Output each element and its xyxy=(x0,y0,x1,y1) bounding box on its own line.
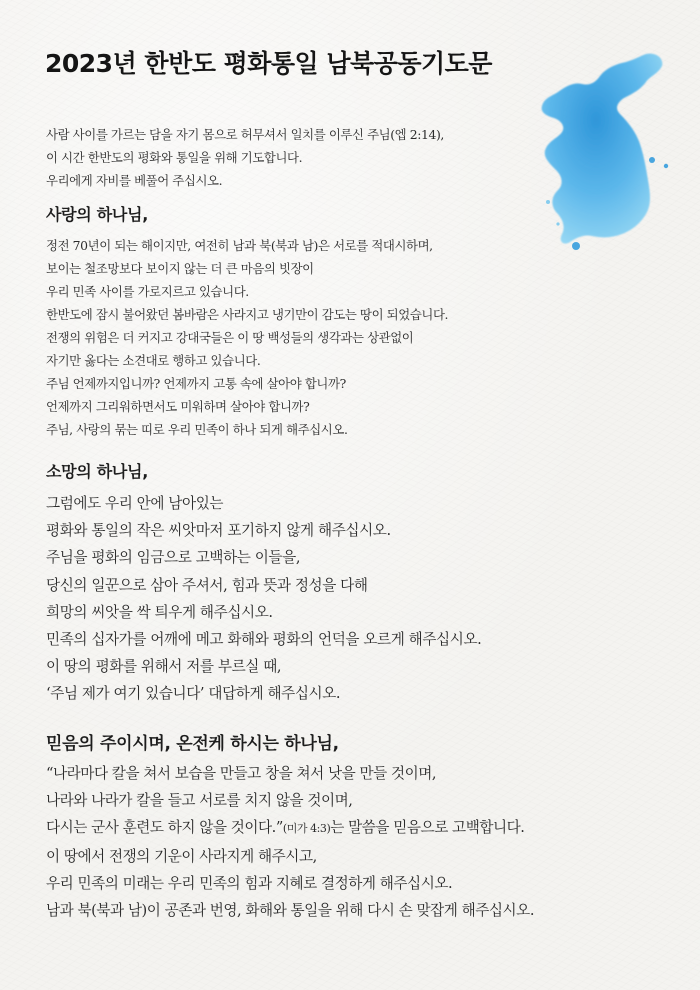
text-line: 주님을 평화의 임금으로 고백하는 이들을, xyxy=(46,549,301,567)
text-line: 전쟁의 위험은 더 커지고 강대국들은 이 땅 백성들의 생각과는 상관없이 xyxy=(46,330,414,345)
section-heading-love: 사랑의 하나님, xyxy=(46,205,148,224)
quote-after: 는 말씀을 믿음으로 고백합니다. xyxy=(330,819,525,837)
text-line: 보이는 철조망보다 보이지 않는 더 큰 마음의 빗장이 xyxy=(46,261,314,276)
text-line: 이 땅에서 전쟁의 기운이 사라지게 해주시고, xyxy=(46,847,317,865)
text-line: 그럼에도 우리 안에 남아있는 xyxy=(46,495,224,512)
section-body-hope xyxy=(46,490,481,708)
text-line-with-reference xyxy=(46,814,534,842)
section-heading-hope: 소망의 하나님, xyxy=(46,462,148,481)
text-line: 나라와 나라가 칼을 들고 서로를 치지 않을 것이며, xyxy=(46,792,353,810)
text-line: 남과 북(북과 남)이 공존과 번영, 화해와 통일을 위해 다시 손 맞잡게 해주십시오. xyxy=(46,902,535,920)
island-dot xyxy=(572,242,580,250)
section-heading-faith: 믿음의 주이시며, 온전케 하시는 하나님, xyxy=(46,734,339,754)
island-dot xyxy=(664,164,668,168)
island-dot xyxy=(556,222,559,225)
text-line: 주님 언제까지입니까? 언제까지 고통 속에 살아야 합니까? xyxy=(46,376,346,391)
scripture-reference: (미가 4:3) xyxy=(282,822,331,836)
peninsula-shape xyxy=(542,54,663,244)
island-dot xyxy=(649,157,655,163)
text-line: 우리 민족 사이를 가로지르고 있습니다. xyxy=(46,284,249,299)
korean-peninsula-map-icon xyxy=(528,52,678,252)
text-line: 이 땅의 평화를 위해서 저를 부르실 때, xyxy=(46,658,282,676)
text-line: 이 시간 한반도의 평화와 통일을 위해 기도합니다. xyxy=(46,150,303,165)
quote-end: 다시는 군사 훈련도 하지 않을 것이다.” xyxy=(46,819,283,837)
text-line: 우리 민족의 미래는 우리 민족의 힘과 지혜로 결정하게 해주십시오. xyxy=(46,874,453,892)
text-line: 정전 70년이 되는 해이지만, 여전히 남과 북(북과 남)은 서로를 적대시하며, xyxy=(46,238,433,253)
text-line: ‘주님 제가 여기 있습니다’ 대답하게 해주십시오. xyxy=(46,685,341,703)
text-line: 우리에게 자비를 베풀어 주십시오. xyxy=(46,173,223,188)
text-line: 민족의 십자가를 어깨에 메고 화해와 평화의 언덕을 오르게 해주십시오. xyxy=(46,631,482,649)
text-line: 당신의 일꾼으로 삼아 주셔서, 힘과 뜻과 정성을 다해 xyxy=(46,576,368,594)
page-title: 2023년 한반도 평화통일 남북공동기도문 xyxy=(45,49,492,78)
text-line: 사람 사이를 가르는 담을 자기 몸으로 허무셔서 일치를 이루신 주님(엡 2:14), xyxy=(46,127,444,142)
text-line: 언제까지 그리워하면서도 미워하며 살아야 합니까? xyxy=(46,399,310,414)
section-body-faith xyxy=(46,760,534,924)
text-line: 주님, 사랑의 묶는 띠로 우리 민족이 하나 되게 해주십시오. xyxy=(46,422,348,437)
text-line: “나라마다 칼을 쳐서 보습을 만들고 창을 쳐서 낫을 만들 것이며, xyxy=(46,765,437,782)
text-line: 희망의 씨앗을 싹 틔우게 해주십시오. xyxy=(46,603,273,621)
intro-paragraph xyxy=(46,123,444,192)
text-line: 한반도에 잠시 불어왔던 봄바람은 사라지고 냉기만이 감도는 땅이 되었습니다. xyxy=(46,307,449,322)
text-line: 자기만 옳다는 소견대로 행하고 있습니다. xyxy=(46,353,261,368)
text-line: 평화와 통일의 작은 씨앗마저 포기하지 않게 해주십시오. xyxy=(46,522,391,540)
island-dot xyxy=(546,200,550,204)
section-body-love xyxy=(46,234,448,441)
